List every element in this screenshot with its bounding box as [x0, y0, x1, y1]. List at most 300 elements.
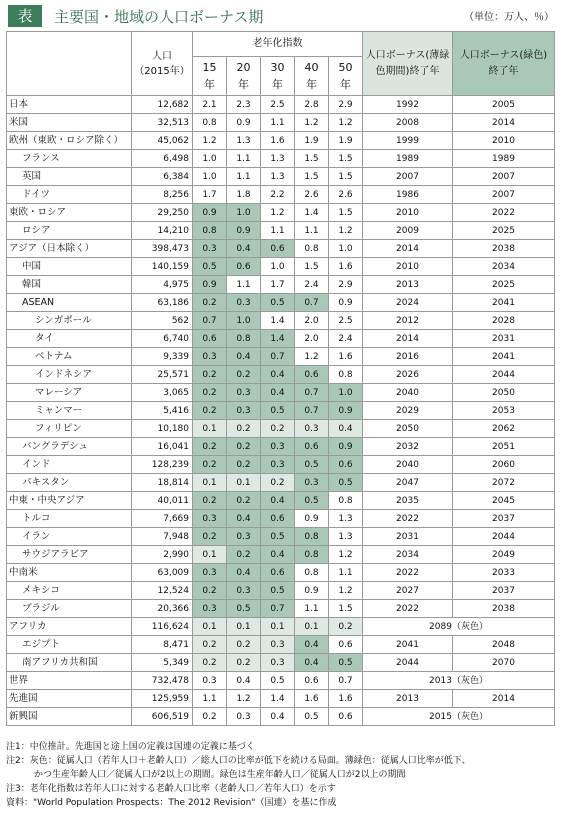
aging-index-cell: 0.4 — [261, 384, 295, 402]
aging-index-cell: 1.5 — [295, 150, 329, 168]
aging-index-cell: 0.2 — [193, 438, 227, 456]
green-end-year: 2007 — [453, 186, 555, 204]
aging-index-cell: 0.7 — [261, 348, 295, 366]
green-end-year: 2072 — [453, 474, 555, 492]
region-name: サウジアラビア — [7, 546, 132, 564]
region-name: 英国 — [7, 168, 132, 186]
table-row — [7, 492, 555, 510]
aging-index-cell: 0.9 — [329, 438, 363, 456]
aging-index-cell: 1.5 — [295, 168, 329, 186]
aging-index-cell: 2.0 — [295, 312, 329, 330]
region-name: 中国 — [7, 258, 132, 276]
aging-index-cell: 0.9 — [295, 510, 329, 528]
aging-index-cell: 0.2 — [193, 456, 227, 474]
green-end-year: 2031 — [453, 330, 555, 348]
population-cell: 140,159 — [132, 258, 193, 276]
table-row — [7, 672, 555, 690]
aging-index-cell: 0.9 — [227, 114, 261, 132]
table-row — [7, 528, 555, 546]
aging-index-cell: 0.3 — [193, 672, 227, 690]
aging-index-cell: 0.1 — [193, 546, 227, 564]
green-end-year: 2053 — [453, 402, 555, 420]
population-cell: 18,814 — [132, 474, 193, 492]
aging-index-cell: 1.2 — [227, 690, 261, 708]
aging-index-cell: 0.7 — [295, 402, 329, 420]
aging-index-cell: 0.8 — [295, 564, 329, 582]
aging-index-cell: 1.1 — [261, 222, 295, 240]
aging-index-cell: 1.9 — [295, 132, 329, 150]
population-cell: 8,471 — [132, 636, 193, 654]
aging-index-cell: 1.2 — [329, 114, 363, 132]
aging-index-cell: 0.1 — [193, 474, 227, 492]
table-row — [7, 168, 555, 186]
green-end-year: 2022 — [453, 204, 555, 222]
green-end-year: 2044 — [453, 366, 555, 384]
aging-index-cell: 0.2 — [193, 636, 227, 654]
table-row — [7, 96, 555, 114]
aging-index-cell: 1.3 — [329, 510, 363, 528]
bonus-end-merged: 2015（灰色） — [363, 708, 555, 726]
region-name: フランス — [7, 150, 132, 168]
green-end-year: 2033 — [453, 564, 555, 582]
aging-index-cell: 0.4 — [261, 366, 295, 384]
light-green-end-year: 2022 — [363, 600, 453, 618]
aging-index-cell: 1.4 — [261, 690, 295, 708]
light-green-end-year: 2008 — [363, 114, 453, 132]
table-row — [7, 312, 555, 330]
note-line: 注1：中位推計。先進国と途上国の定義は国連の定義に基づく — [6, 742, 255, 752]
aging-index-cell: 1.2 — [295, 348, 329, 366]
aging-index-cell: 1.2 — [261, 204, 295, 222]
population-cell: 732,478 — [132, 672, 193, 690]
aging-index-cell: 0.2 — [329, 618, 363, 636]
light-green-end-year: 2022 — [363, 510, 453, 528]
aging-index-cell: 0.2 — [227, 420, 261, 438]
header-aging-year: 50 年 — [329, 57, 363, 96]
aging-index-cell: 0.7 — [295, 384, 329, 402]
green-end-year: 2014 — [453, 114, 555, 132]
header-pop-year: （2015年） — [134, 65, 190, 77]
aging-index-cell: 1.6 — [329, 690, 363, 708]
population-cell: 7,948 — [132, 528, 193, 546]
table-row — [7, 114, 555, 132]
light-green-end-year: 1986 — [363, 186, 453, 204]
aging-index-cell: 0.3 — [193, 564, 227, 582]
aging-index-cell: 0.3 — [261, 636, 295, 654]
table-row — [7, 636, 555, 654]
table-row — [7, 510, 555, 528]
population-cell: 10,180 — [132, 420, 193, 438]
green-end-year: 2037 — [453, 582, 555, 600]
region-name: 韓国 — [7, 276, 132, 294]
green-end-year: 2005 — [453, 96, 555, 114]
table-row — [7, 366, 555, 384]
population-cell: 16,041 — [132, 438, 193, 456]
region-name: トルコ — [7, 510, 132, 528]
region-name: 新興国 — [7, 708, 132, 726]
region-name: 東欧・ロシア — [7, 204, 132, 222]
population-cell: 5,416 — [132, 402, 193, 420]
note-line: 注3：老年化指数は若年人口に対する老齢人口比率（老齢人口／若年人口）を示す — [6, 784, 336, 794]
title-row — [4, 5, 560, 29]
green-end-year: 2037 — [453, 510, 555, 528]
aging-index-cell: 2.5 — [261, 96, 295, 114]
table-row — [7, 564, 555, 582]
aging-index-cell: 0.9 — [329, 294, 363, 312]
aging-index-cell: 0.8 — [295, 546, 329, 564]
aging-index-cell: 1.1 — [295, 222, 329, 240]
green-end-year: 2049 — [453, 546, 555, 564]
aging-index-cell: 0.6 — [261, 510, 295, 528]
aging-index-cell: 0.2 — [193, 708, 227, 726]
aging-index-cell: 0.4 — [329, 420, 363, 438]
header-pop-label: 人口 — [152, 50, 172, 62]
header-blank — [7, 32, 132, 96]
aging-index-cell: 0.9 — [329, 402, 363, 420]
aging-index-cell: 2.4 — [329, 330, 363, 348]
aging-index-cell: 0.3 — [295, 420, 329, 438]
region-name: フィリピン — [7, 420, 132, 438]
header-aging-index: 老年化指数 — [193, 32, 363, 57]
aging-index-cell: 0.1 — [261, 618, 295, 636]
aging-index-cell: 1.6 — [295, 690, 329, 708]
region-name: 世界 — [7, 672, 132, 690]
unit-label: （単位：万人、％） — [464, 12, 554, 23]
aging-index-cell: 1.0 — [227, 204, 261, 222]
header-light-green-end — [363, 32, 453, 96]
green-end-year: 2048 — [453, 636, 555, 654]
aging-index-cell: 0.4 — [227, 510, 261, 528]
green-end-year: 2025 — [453, 276, 555, 294]
green-end-year: 2060 — [453, 456, 555, 474]
light-green-end-year: 2013 — [363, 276, 453, 294]
aging-index-cell: 0.2 — [193, 528, 227, 546]
aging-index-cell: 1.0 — [193, 168, 227, 186]
population-cell: 63,186 — [132, 294, 193, 312]
aging-index-cell: 0.2 — [193, 402, 227, 420]
population-cell: 29,250 — [132, 204, 193, 222]
light-green-end-year: 2010 — [363, 258, 453, 276]
green-end-year: 1989 — [453, 150, 555, 168]
population-cell: 5,349 — [132, 654, 193, 672]
aging-index-cell: 0.2 — [227, 366, 261, 384]
aging-index-cell: 2.4 — [295, 276, 329, 294]
population-cell: 4,975 — [132, 276, 193, 294]
region-name: エジプト — [7, 636, 132, 654]
region-name: ASEAN — [7, 294, 132, 312]
table-row — [7, 132, 555, 150]
aging-index-cell: 1.1 — [193, 690, 227, 708]
aging-index-cell: 0.5 — [261, 528, 295, 546]
light-green-end-year: 2032 — [363, 438, 453, 456]
population-cell: 562 — [132, 312, 193, 330]
green-end-year: 2038 — [453, 600, 555, 618]
population-cell: 606,519 — [132, 708, 193, 726]
header-light-green-text: 人口ボーナス(薄緑色期間)終了年 — [365, 49, 450, 77]
aging-index-cell: 1.4 — [261, 312, 295, 330]
light-green-end-year: 1999 — [363, 132, 453, 150]
region-name: アフリカ — [7, 618, 132, 636]
aging-index-cell: 1.1 — [227, 150, 261, 168]
population-cell: 125,959 — [132, 690, 193, 708]
aging-index-cell: 0.3 — [227, 528, 261, 546]
aging-index-cell: 0.6 — [295, 366, 329, 384]
aging-index-cell: 0.6 — [295, 438, 329, 456]
aging-index-cell: 1.0 — [193, 150, 227, 168]
table-row — [7, 222, 555, 240]
aging-index-cell: 0.2 — [193, 294, 227, 312]
bonus-end-merged: 2089（灰色） — [363, 618, 555, 636]
light-green-end-year: 2014 — [363, 240, 453, 258]
population-cell: 9,339 — [132, 348, 193, 366]
region-name: インドネシア — [7, 366, 132, 384]
aging-index-cell: 0.3 — [227, 582, 261, 600]
aging-index-cell: 0.3 — [295, 474, 329, 492]
table-row — [7, 186, 555, 204]
header-aging-year: 40 年 — [295, 57, 329, 96]
table-row — [7, 600, 555, 618]
population-cell: 20,366 — [132, 600, 193, 618]
light-green-end-year: 2010 — [363, 204, 453, 222]
aging-index-cell: 0.1 — [193, 618, 227, 636]
population-cell: 6,384 — [132, 168, 193, 186]
population-cell: 45,062 — [132, 132, 193, 150]
table-badge: 表 — [8, 5, 42, 27]
aging-index-cell: 0.7 — [295, 294, 329, 312]
population-cell: 14,210 — [132, 222, 193, 240]
aging-index-cell: 1.1 — [329, 564, 363, 582]
aging-index-cell: 0.3 — [227, 402, 261, 420]
population-cell: 63,009 — [132, 564, 193, 582]
region-name: バングラデシュ — [7, 438, 132, 456]
green-end-year: 2038 — [453, 240, 555, 258]
aging-index-cell: 1.1 — [227, 168, 261, 186]
aging-index-cell: 1.1 — [227, 276, 261, 294]
table-row — [7, 582, 555, 600]
table-row — [7, 258, 555, 276]
table-row — [7, 384, 555, 402]
aging-index-cell: 0.6 — [227, 258, 261, 276]
table-body — [7, 96, 555, 726]
aging-index-cell: 0.5 — [295, 456, 329, 474]
aging-index-cell: 0.5 — [227, 600, 261, 618]
light-green-end-year: 2041 — [363, 636, 453, 654]
aging-index-cell: 2.5 — [329, 312, 363, 330]
green-end-year: 2028 — [453, 312, 555, 330]
region-name: ロシア — [7, 222, 132, 240]
aging-index-cell: 1.5 — [329, 204, 363, 222]
header-population — [132, 32, 193, 96]
aging-index-cell: 0.4 — [261, 708, 295, 726]
aging-index-cell: 0.6 — [261, 240, 295, 258]
population-cell: 12,524 — [132, 582, 193, 600]
table-row — [7, 708, 555, 726]
aging-index-cell: 0.1 — [227, 618, 261, 636]
aging-index-cell: 1.6 — [329, 348, 363, 366]
aging-index-cell: 0.3 — [261, 654, 295, 672]
light-green-end-year: 2009 — [363, 222, 453, 240]
aging-index-cell: 1.1 — [295, 600, 329, 618]
aging-index-cell: 0.2 — [227, 546, 261, 564]
aging-index-cell: 0.4 — [227, 672, 261, 690]
aging-index-cell: 0.3 — [193, 510, 227, 528]
aging-index-cell: 0.7 — [261, 600, 295, 618]
aging-index-cell: 0.4 — [295, 636, 329, 654]
aging-index-cell: 0.2 — [193, 654, 227, 672]
region-name: 中南米 — [7, 564, 132, 582]
light-green-end-year: 2034 — [363, 546, 453, 564]
green-end-year: 2062 — [453, 420, 555, 438]
aging-index-cell: 1.0 — [227, 312, 261, 330]
note-line: 資料："World Population Prospects：The 2012 Revision"（国連）を基に作成 — [6, 798, 337, 808]
aging-index-cell: 0.2 — [193, 366, 227, 384]
aging-index-cell: 1.9 — [329, 132, 363, 150]
aging-index-cell: 0.5 — [295, 708, 329, 726]
aging-index-cell: 0.4 — [227, 240, 261, 258]
light-green-end-year: 2013 — [363, 690, 453, 708]
aging-index-cell: 0.5 — [295, 492, 329, 510]
header-aging-year: 20 年 — [227, 57, 261, 96]
aging-index-cell: 1.2 — [329, 546, 363, 564]
table-row — [7, 204, 555, 222]
aging-index-cell: 0.8 — [193, 114, 227, 132]
region-name: メキシコ — [7, 582, 132, 600]
aging-index-cell: 1.4 — [295, 204, 329, 222]
population-cell: 32,513 — [132, 114, 193, 132]
aging-index-cell: 0.7 — [329, 672, 363, 690]
aging-index-cell: 0.6 — [261, 564, 295, 582]
aging-index-cell: 0.3 — [227, 384, 261, 402]
aging-index-cell: 0.9 — [227, 222, 261, 240]
aging-index-cell: 2.9 — [329, 276, 363, 294]
aging-index-cell: 0.2 — [227, 654, 261, 672]
population-cell: 25,571 — [132, 366, 193, 384]
table-row — [7, 276, 555, 294]
population-cell: 8,256 — [132, 186, 193, 204]
table-row — [7, 654, 555, 672]
aging-index-cell: 0.7 — [193, 312, 227, 330]
population-cell: 7,669 — [132, 510, 193, 528]
region-name: アジア（日本除く） — [7, 240, 132, 258]
region-name: タイ — [7, 330, 132, 348]
table-row — [7, 546, 555, 564]
region-name: ベトナム — [7, 348, 132, 366]
aging-index-cell: 2.2 — [261, 186, 295, 204]
aging-index-cell: 1.6 — [329, 258, 363, 276]
aging-index-cell: 1.0 — [261, 258, 295, 276]
region-name: マレーシア — [7, 384, 132, 402]
population-cell: 12,682 — [132, 96, 193, 114]
aging-index-cell: 0.8 — [295, 528, 329, 546]
aging-index-cell: 0.8 — [227, 330, 261, 348]
aging-index-cell: 0.2 — [227, 636, 261, 654]
table-row — [7, 474, 555, 492]
light-green-end-year: 2022 — [363, 564, 453, 582]
aging-index-cell: 0.1 — [295, 618, 329, 636]
aging-index-cell: 0.1 — [227, 474, 261, 492]
light-green-end-year: 2027 — [363, 582, 453, 600]
aging-index-cell: 0.3 — [193, 348, 227, 366]
green-end-year: 2010 — [453, 132, 555, 150]
region-name: 欧州（東欧・ロシア除く） — [7, 132, 132, 150]
table-row — [7, 240, 555, 258]
population-cell: 2,990 — [132, 546, 193, 564]
aging-index-cell: 0.9 — [295, 582, 329, 600]
light-green-end-year: 2026 — [363, 366, 453, 384]
aging-index-cell: 0.9 — [193, 204, 227, 222]
region-name: 米国 — [7, 114, 132, 132]
aging-index-cell: 0.5 — [261, 582, 295, 600]
aging-index-cell: 0.8 — [193, 222, 227, 240]
aging-index-cell: 0.2 — [227, 456, 261, 474]
aging-index-cell: 0.3 — [227, 708, 261, 726]
aging-index-cell: 0.6 — [193, 330, 227, 348]
light-green-end-year: 1989 — [363, 150, 453, 168]
page-title: 主要国・地域の人口ボーナス期 — [54, 8, 264, 26]
green-end-year: 2044 — [453, 528, 555, 546]
table-row — [7, 618, 555, 636]
aging-index-cell: 0.3 — [261, 438, 295, 456]
aging-index-cell: 1.2 — [329, 582, 363, 600]
green-end-year: 2007 — [453, 168, 555, 186]
green-end-year: 2041 — [453, 348, 555, 366]
aging-index-cell: 2.6 — [295, 186, 329, 204]
aging-index-cell: 0.4 — [227, 348, 261, 366]
green-end-year: 2050 — [453, 384, 555, 402]
aging-index-cell: 0.2 — [193, 582, 227, 600]
aging-index-cell: 1.8 — [227, 186, 261, 204]
green-end-year: 2034 — [453, 258, 555, 276]
note-line: かつ生産年齢人口／従属人口が2以上の期間。緑色は生産年齢人口／従属人口が2以上の期間 — [34, 770, 406, 780]
table-row — [7, 348, 555, 366]
header-green-text: 人口ボーナス(緑色)終了年 — [459, 49, 548, 77]
aging-index-cell: 1.7 — [193, 186, 227, 204]
light-green-end-year: 2035 — [363, 492, 453, 510]
region-name: 日本 — [7, 96, 132, 114]
green-end-year: 2051 — [453, 438, 555, 456]
aging-index-cell: 1.3 — [227, 132, 261, 150]
aging-index-cell: 2.1 — [193, 96, 227, 114]
aging-index-cell: 0.8 — [295, 240, 329, 258]
green-end-year: 2025 — [453, 222, 555, 240]
header-aging-year: 30 年 — [261, 57, 295, 96]
aging-index-cell: 1.2 — [295, 114, 329, 132]
aging-index-cell: 0.6 — [295, 672, 329, 690]
aging-index-cell: 0.6 — [329, 636, 363, 654]
aging-index-cell: 1.7 — [261, 276, 295, 294]
aging-index-cell: 1.5 — [329, 150, 363, 168]
aging-index-cell: 0.3 — [193, 600, 227, 618]
aging-index-cell: 1.3 — [261, 150, 295, 168]
aging-index-cell: 0.5 — [261, 672, 295, 690]
aging-index-cell: 0.2 — [261, 420, 295, 438]
light-green-end-year: 1992 — [363, 96, 453, 114]
population-cell: 40,011 — [132, 492, 193, 510]
population-cell: 6,740 — [132, 330, 193, 348]
region-name: ミャンマー — [7, 402, 132, 420]
aging-index-cell: 1.6 — [261, 132, 295, 150]
aging-index-cell: 1.3 — [329, 528, 363, 546]
aging-index-cell: 0.2 — [227, 438, 261, 456]
population-cell: 398,473 — [132, 240, 193, 258]
table-row — [7, 330, 555, 348]
region-name: ブラジル — [7, 600, 132, 618]
aging-index-cell: 0.5 — [261, 402, 295, 420]
aging-index-cell: 0.6 — [329, 708, 363, 726]
population-cell: 116,624 — [132, 618, 193, 636]
aging-index-cell: 2.9 — [329, 96, 363, 114]
aging-index-cell: 1.5 — [329, 600, 363, 618]
